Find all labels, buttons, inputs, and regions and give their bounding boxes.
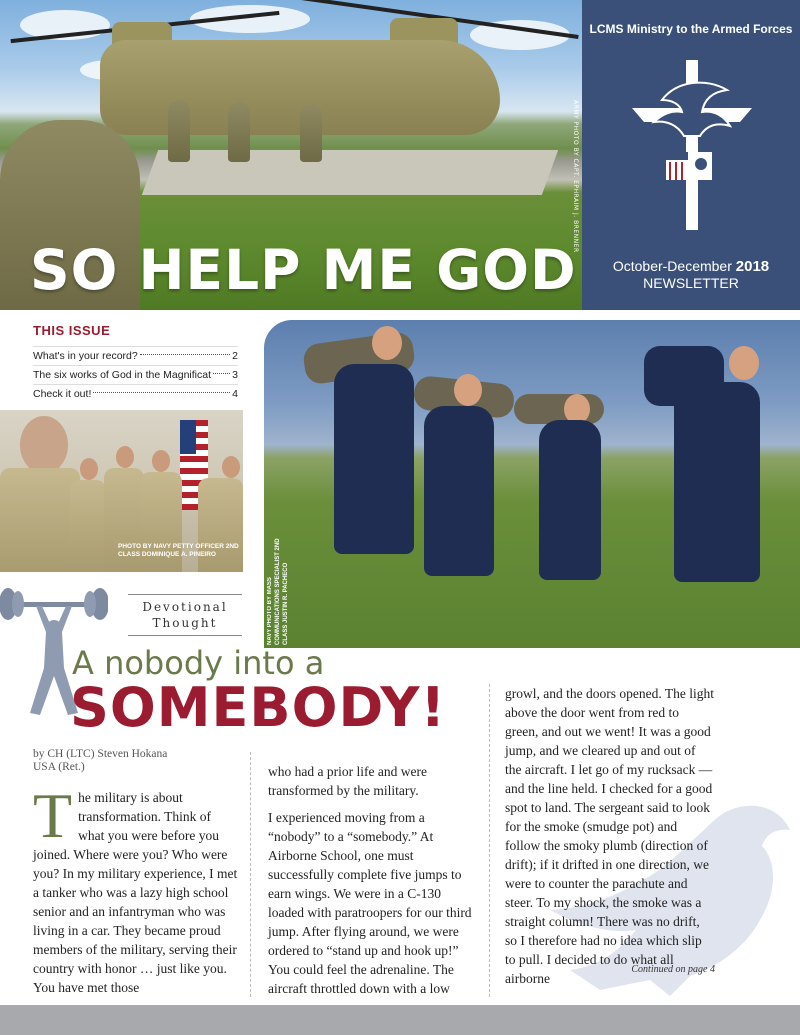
section-label: [128, 594, 242, 636]
article-paragraph: he military is about transformation. Think of what you were before you joined. Where were you? Who were you? In my military experience, I met a tanker who was a lazy high school senior and an infantryman who was living in a car. They became proud members of the military, serving their country with honor … just like you. You have met those: [33, 790, 238, 995]
newsletter-label: NEWSLETTER: [643, 275, 739, 291]
article-column-3: [505, 684, 715, 996]
this-issue-box: [33, 323, 238, 403]
toc-entry-label: Check it out!: [33, 388, 92, 400]
toc-entry-page: 4: [232, 388, 238, 400]
toc-entry[interactable]: [33, 384, 238, 403]
toc-entry-page: 2: [232, 350, 238, 362]
this-issue-title: THIS ISSUE: [33, 323, 111, 338]
toc-entry[interactable]: [33, 346, 238, 365]
article-paragraph: growl, and the doors opened. The light above the door went from red to green, and out we went! It was a good jump, and we cleared up and out of the aircraft. I let go of my rucksack — and the line held. I checked for a good spot to land. The sergeant said to look for the smoke (smudge pot) and follow the smoky plumb (direction of drift); if it drifted in one direction, we were to counter the parachute and steer. To my shock, the smoke was a straight column! There was no drift, so I therefore had no idea which slip to pull. I decided to do what all airborne: [505, 686, 714, 986]
byline-author: by CH (LTC) Steven Hokana: [33, 748, 168, 760]
toc-leader-dots: [140, 354, 230, 355]
drop-cap: T: [33, 780, 73, 851]
toc-leader-dots: [93, 392, 230, 393]
issue-date: [582, 258, 800, 292]
organization-name: LCMS Ministry to the Armed Forces: [589, 22, 793, 36]
byline-rank: USA (Ret.): [33, 761, 85, 773]
article-column-2: [268, 762, 478, 1006]
article-paragraph: who had a prior life and were transformed by the military.: [268, 764, 427, 798]
issue-date-range: October-December: [612, 258, 732, 274]
masthead-panel: [582, 0, 800, 310]
column-divider: [250, 752, 251, 997]
article-column-1: [33, 780, 238, 1005]
toc-leader-dots: [213, 373, 230, 374]
headline-main: SOMEBODY!: [70, 676, 447, 739]
continued-link[interactable]: Continued on page 4: [631, 964, 715, 975]
column-divider: [489, 684, 490, 997]
eagle-cross-emblem-icon: [632, 60, 752, 230]
byline: [33, 748, 233, 774]
section-label-line1: Devotional: [142, 600, 228, 614]
toc-entry-page: 3: [232, 369, 238, 381]
toc-entry-label: What's in your record?: [33, 350, 138, 362]
issue-year: 2018: [735, 258, 770, 275]
headline-kicker: A nobody into a: [72, 644, 325, 682]
navy-photo: [264, 320, 800, 648]
hero-photo-credit: ARMY PHOTO BY CAPT. EPHRAIM J. BRENNER: [572, 100, 579, 253]
navy-photo-credit: NAVY PHOTO BY MASS COMMUNICATIONS SPECIALIST 2ND CLASS JUSTIN R. PACHECO: [267, 538, 289, 645]
toc-entry[interactable]: [33, 365, 238, 384]
hero-title: SO HELP ME GOD: [30, 238, 577, 302]
section-label-line2: Thought: [152, 616, 218, 630]
footer-bar: [0, 1005, 800, 1035]
article-paragraph: I experienced moving from a “nobody” to a “somebody.” At Airborne School, one must successfully complete five jumps to earn wings. We were in a C-130 loaded with paratroopers for our third jump. After flying around, we were ordered to “stand up and hook up!” You could feel the adrenaline. The aircraft throttled down with a low: [268, 810, 472, 996]
toc-entry-label: The six works of God in the Magnificat: [33, 369, 211, 381]
marines-photo-credit: PHOTO BY NAVY PETTY OFFICER 2ND CLASS DOMINIQUE A. PINEIRO: [118, 543, 239, 558]
